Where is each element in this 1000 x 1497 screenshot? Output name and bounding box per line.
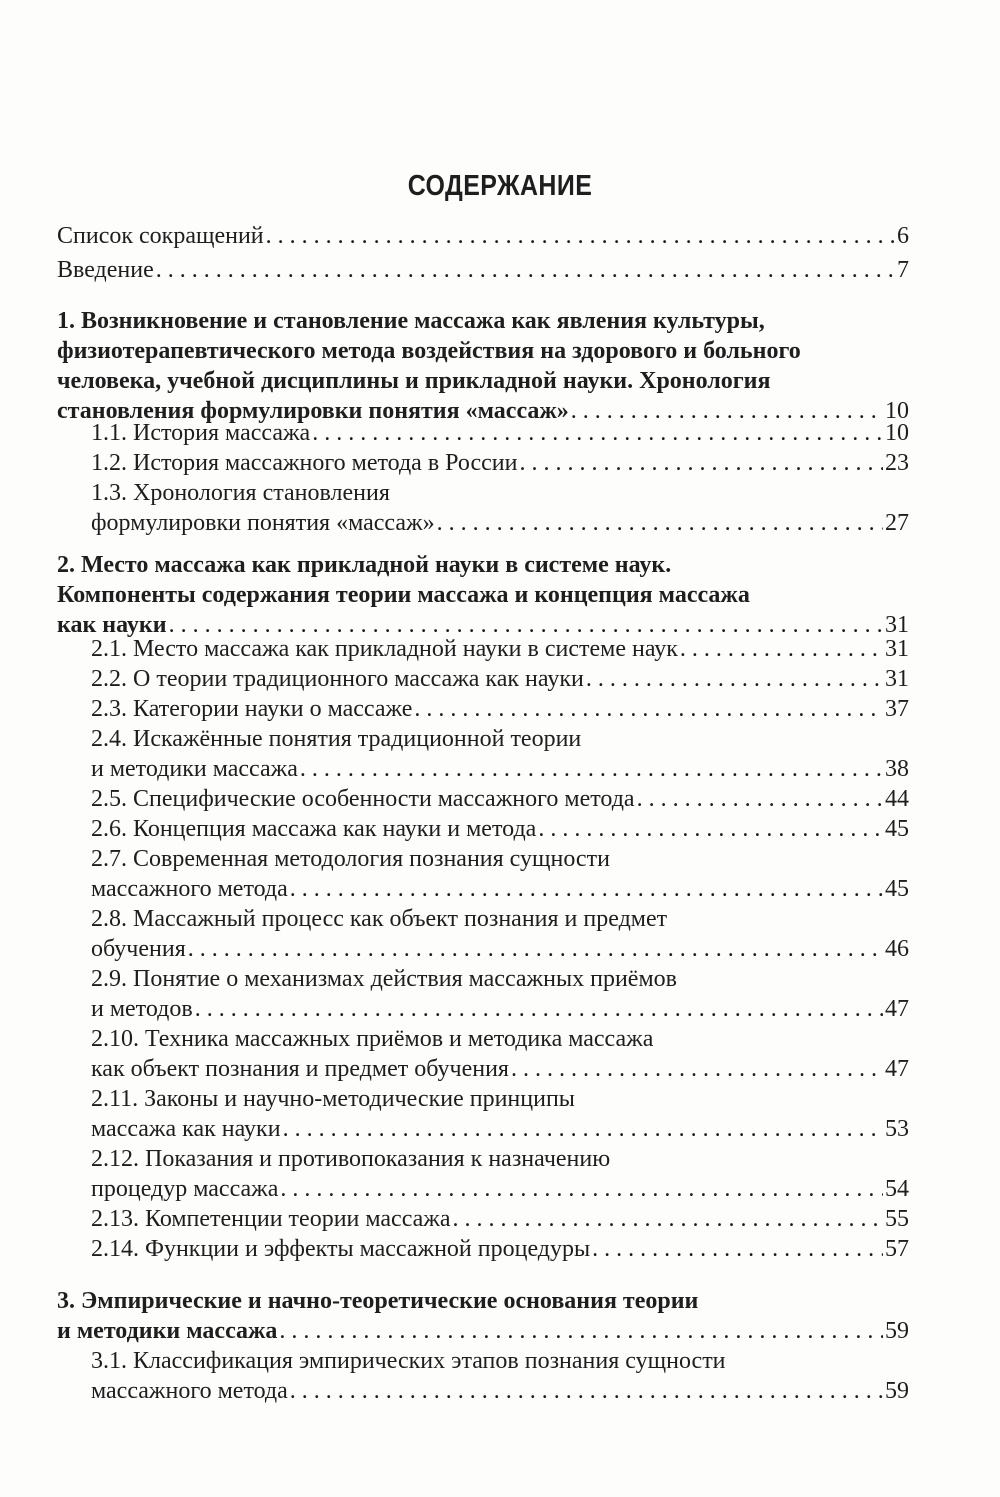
toc-entry-last-line	[57, 221, 909, 251]
dot-leader	[280, 1174, 883, 1204]
toc-entry-title: массажного метода	[91, 876, 288, 902]
toc-entry	[91, 1204, 909, 1234]
page-number: 59	[885, 1318, 909, 1344]
toc-entry	[91, 1346, 909, 1406]
toc-entry-line: 3. Эмпирические и начно-теоретические основания теории	[57, 1288, 699, 1314]
toc-entry-title: как объект познания и предмет обучения	[91, 1056, 509, 1082]
dot-leader	[195, 994, 883, 1024]
page-number: 38	[885, 756, 909, 782]
toc-entry-title: 1.2. История массажного метода в России	[91, 450, 518, 476]
toc-entry-line: 2. Место массажа как прикладной науки в системе наук.	[57, 552, 672, 578]
toc-entry-title: Список сокращений	[57, 223, 264, 249]
toc-entry-line: физиотерапевтического метода воздействия на здорового и больного	[57, 338, 801, 364]
toc-entry-title: массажа как науки	[91, 1116, 281, 1142]
dot-leader	[586, 664, 883, 694]
page-number: 31	[885, 612, 909, 638]
page-number: 47	[885, 996, 909, 1022]
page-number: 54	[885, 1176, 909, 1202]
dot-leader	[312, 418, 883, 448]
dot-leader	[511, 1054, 883, 1084]
dot-leader	[188, 934, 883, 964]
toc-entry-title: обучения	[91, 936, 186, 962]
toc-entry-last-line	[57, 1316, 909, 1346]
page-number: 55	[885, 1206, 909, 1232]
toc-entry	[57, 550, 909, 640]
toc-entry	[91, 814, 909, 844]
toc-entry-line: 2.7. Современная методология познания сущности	[91, 846, 610, 872]
toc-entry-title: и методов	[91, 996, 193, 1022]
toc-entry	[91, 1144, 909, 1204]
toc-entry-title: 2.14. Функции и эффекты массажной процедуры	[91, 1236, 591, 1262]
toc-entry	[91, 694, 909, 724]
dot-leader	[300, 754, 883, 784]
dot-leader	[437, 508, 883, 538]
dot-leader	[592, 1234, 883, 1264]
toc-entry-last-line	[91, 1174, 909, 1204]
toc-entry-last-line	[91, 1114, 909, 1144]
toc-entry-title: 2.1. Место массажа как прикладной науки в системе наук	[91, 636, 678, 662]
toc-entry	[57, 255, 909, 285]
page-title: СОДЕРЖАНИЕ	[407, 170, 593, 202]
toc-entry-last-line	[57, 255, 909, 285]
toc-entry-last-line	[91, 694, 909, 724]
toc-entry	[91, 1024, 909, 1084]
toc-entry-last-line	[91, 418, 909, 448]
toc-entry-title: формулировки понятия «массаж»	[91, 510, 435, 536]
dot-leader	[266, 221, 895, 251]
toc-entry-line: 2.10. Техника массажных приёмов и методика массажа	[91, 1026, 654, 1052]
page-number: 31	[885, 636, 909, 662]
toc-entry-title: массажного метода	[91, 1378, 288, 1404]
dot-leader	[283, 1114, 883, 1144]
toc-entry-line: Компоненты содержания теории массажа и концепция массажа	[57, 582, 750, 608]
dot-leader	[290, 1376, 883, 1406]
toc-entry	[91, 478, 909, 538]
toc-entry-last-line	[91, 784, 909, 814]
page-number: 45	[885, 876, 909, 902]
toc-entry-title: 1.1. История массажа	[91, 420, 311, 446]
toc-entry-last-line	[91, 448, 909, 478]
toc-entry-line: человека, учебной дисциплины и прикладной науки. Хронология	[57, 368, 771, 394]
toc-entry-title: становления формулировки понятия «массаж»	[57, 398, 569, 424]
toc-entry-line: 1.3. Хронология становления	[91, 480, 390, 506]
toc-entry	[57, 221, 909, 251]
page-number: 31	[885, 666, 909, 692]
toc-entry	[91, 1084, 909, 1144]
dot-leader	[156, 255, 895, 285]
toc-entry-line: 2.4. Искажённые понятия традиционной теории	[91, 726, 582, 752]
dot-leader	[279, 1316, 883, 1346]
toc-entry	[91, 724, 909, 784]
toc-entry-last-line	[91, 814, 909, 844]
dot-leader	[290, 874, 883, 904]
dot-leader	[453, 1204, 883, 1234]
toc-entry-last-line	[91, 1204, 909, 1234]
toc-entry-line: 2.12. Показания и противопоказания к назначению	[91, 1146, 611, 1172]
toc-entry	[91, 844, 909, 904]
page-number: 45	[885, 816, 909, 842]
dot-leader	[538, 814, 883, 844]
toc-entry	[91, 634, 909, 664]
toc-entry-last-line	[91, 664, 909, 694]
dot-leader	[520, 448, 884, 478]
toc-entry-line: 2.8. Массажный процесс как объект познания и предмет	[91, 906, 668, 932]
toc-entry-last-line	[91, 754, 909, 784]
toc-entry	[91, 964, 909, 1024]
toc-entry-last-line	[91, 634, 909, 664]
toc-entry-title: процедур массажа	[91, 1176, 279, 1202]
toc-entry-last-line	[91, 1054, 909, 1084]
toc-entry	[91, 418, 909, 448]
page-number: 7	[897, 257, 909, 283]
page-number: 10	[885, 398, 909, 424]
page-number: 6	[897, 223, 909, 249]
toc-entry-title: 2.3. Категории науки о массаже	[91, 696, 413, 722]
toc-entry	[91, 664, 909, 694]
toc-entry-last-line	[91, 508, 909, 538]
page-number: 10	[885, 420, 909, 446]
page-number: 46	[885, 936, 909, 962]
page-number: 44	[885, 786, 909, 812]
toc-entry-last-line	[91, 1234, 909, 1264]
page-number: 37	[885, 696, 909, 722]
page-number: 27	[885, 510, 909, 536]
toc-entry	[91, 784, 909, 814]
toc-entry-line: 1. Возникновение и становление массажа как явления культуры,	[57, 308, 765, 334]
toc-entry	[91, 904, 909, 964]
dot-leader	[637, 784, 883, 814]
toc-entry	[57, 1286, 909, 1346]
toc-entry-title: и методики массажа	[57, 1318, 278, 1344]
toc-entry-title: 2.2. О теории традиционного массажа как науки	[91, 666, 584, 692]
toc-entry-last-line	[91, 934, 909, 964]
toc-entry	[91, 448, 909, 478]
page-number: 59	[885, 1378, 909, 1404]
page-number: 47	[885, 1056, 909, 1082]
toc-entry-title: 2.13. Компетенции теории массажа	[91, 1206, 451, 1232]
toc-entry-title: как науки	[57, 612, 167, 638]
dot-leader	[414, 694, 883, 724]
toc-entry-line: 3.1. Классификация эмпирических этапов познания сущности	[91, 1348, 726, 1374]
toc-entry-title: и методики массажа	[91, 756, 298, 782]
page-number: 23	[885, 450, 909, 476]
toc-entry-line: 2.11. Законы и научно-методические принципы	[91, 1086, 575, 1112]
toc-entry-last-line	[91, 994, 909, 1024]
toc-entry	[91, 1234, 909, 1264]
toc-entry-last-line	[91, 874, 909, 904]
toc-entry-title: Введение	[57, 257, 154, 283]
toc-entry-line: 2.9. Понятие о механизмах действия массажных приёмов	[91, 966, 677, 992]
toc-entry-title: 2.5. Специфические особенности массажного метода	[91, 786, 635, 812]
toc-entry	[57, 306, 909, 426]
page-number: 57	[885, 1236, 909, 1262]
dot-leader	[680, 634, 883, 664]
toc-entry-last-line	[91, 1376, 909, 1406]
page-number: 53	[885, 1116, 909, 1142]
toc-entry-title: 2.6. Концепция массажа как науки и метода	[91, 816, 537, 842]
